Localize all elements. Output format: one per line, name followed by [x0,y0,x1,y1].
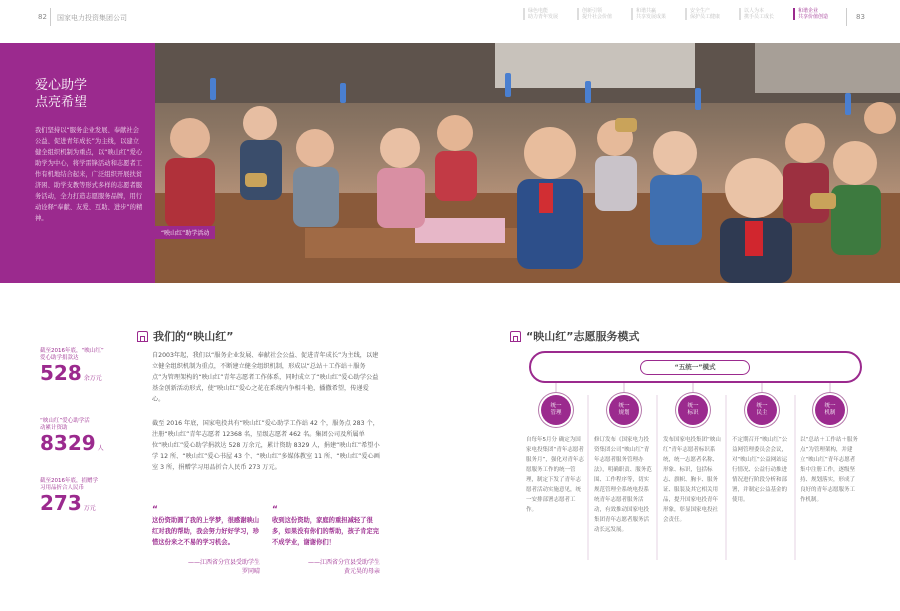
organization-name: 国家电力投资集团公司 [57,14,127,22]
stat-value-row [40,432,104,460]
chapter-tab[interactable] [739,8,787,20]
circle-line: 民主 [756,410,768,416]
model-column-text: 以“总站＋工作站＋服务点”为管理架构，并建立“映山红”青年志愿者集中注册工作，逐级坚持、规划落实，形成了良好的青年志愿服务工作机制。 [800,437,858,503]
model-circle [609,395,639,425]
header-divider [50,8,51,26]
circle-line: 规划 [618,410,630,416]
section-title-our-yingshanhong [137,328,233,344]
stat-supplies [40,478,98,520]
hero-title [35,77,143,111]
stat-unit: 余万元 [83,375,102,382]
model-column-identity [663,395,723,525]
stat-unit: 人 [97,445,104,452]
quote-source-line: ——江西省分宜县受助学生 [307,559,380,566]
student-quote [152,505,260,576]
students-photo [155,43,900,283]
circle-line: 统一 [618,403,630,409]
model-column-planning [594,395,654,535]
stat-label: 爱心助学捐款达 [40,355,79,361]
model-circle [815,395,845,425]
chapter-tab[interactable] [523,8,571,20]
quote-mark-icon: “ [272,505,278,515]
model-column-text: 修订发布《国家电力投资集团公司“映山红”青年志愿者服务管理办法》，明确职责、服务范围、工作程序等，切实规范管理全系统电投系统青年志愿者服务活动，有效推动国家电投集团青年志愿者服务活动长远发展。 [594,437,652,533]
parent-quote [272,505,380,576]
house-icon [137,331,148,342]
right-page-number: 83 [856,13,865,21]
section-title-service-model [510,328,639,344]
left-page-number: 82 [38,13,47,21]
circle-line: 统一 [756,403,768,409]
quote-source [272,558,380,576]
hero-title-line1: 爱心助学 [35,78,88,93]
stat-aided-people [40,418,104,460]
model-column-management [526,395,586,515]
circle-line: 统一 [550,403,562,409]
model-column-democracy [732,395,792,505]
stat-label: 截至2016年底，捐赠学 [40,478,98,484]
chapter-tab-line1: 和谐共赢 [636,8,657,14]
chapter-tab-line2: 共享发展成果 [636,14,667,20]
chapter-tab-line2: 保护员工健康 [690,14,721,20]
circle-line: 统一 [687,403,699,409]
chapter-tab[interactable] [631,8,679,20]
stat-value-row [40,492,98,520]
circle-line: 管理 [550,410,562,416]
quote-source-line: 罗同晴 [241,568,260,575]
chapter-tab-line2: 提升社会价值 [582,14,613,20]
stat-value-row [40,362,104,390]
chapter-tab[interactable] [577,8,625,20]
stat-donation [40,348,104,390]
model-column-mechanism [800,395,860,505]
stat-label: “映山红”爱心助学活 [40,418,90,424]
circle-line: 统一 [824,403,836,409]
body-paragraph: 截至 2016 年底，国家电投共有“映山红”爱心助学工作站 42 个，服务点 283 个，注册“映山红”青年志愿者 12368 名，星级志愿者 462 名。集团公司及所属单位“映山红”爱心助学捐款达 528 万余元，累计资助 8329 人，捐建“映山红”希望小学 12 所、“映山红”爱心书屋 43 个、“映山红”多媒体教室 11 所、“映山红”爱心画室 3 所，捐赠学习用品折合人民币 273 万元。 [152,420,380,471]
body-paragraph: 自2003年起，我们以“服务企业发展、奉献社会公益、促进青年成长”为主线，以建立健全组织机制为重点，不断建立健全组织机制，形成以“总站＋工作站＋服务点”为管理架构的“映山红”青年志愿者工作体系，同时成立了“映山红”爱心助学公益基金创新活动形式，使“映山红”爱心之花在系统内争相斗艳，播撒希望，传递爱心。 [152,352,379,403]
circle-line: 机制 [824,410,836,416]
stat-value: 528 [40,361,82,385]
hero-title-line2: 点亮希望 [35,95,88,110]
stat-unit: 万元 [83,505,96,512]
stat-value: 8329 [40,431,96,455]
model-circle [678,395,708,425]
chapter-tab[interactable] [685,8,733,20]
hero-description: 我们坚持以“服务企业发展、奉献社会公益、促进青年成长”为主线，以建立健全组织机制为重点，以“映山红”爱心助学为中心，将学雷锋活动和志愿者工作有机地结合起来，广泛组织开展扶贫济困、助学支教等形式多样的志愿者服务活动，全力打造志愿服务品牌，用行动诠释“奉献、友爱、互助、进步”的精神。 [35,127,143,222]
chapter-tab-active[interactable] [793,8,841,20]
model-name: “五统一”模式 [640,360,750,375]
hero-banner [0,43,900,283]
quote-text: 这份资助圆了我的上学梦，很感谢映山红对我的帮助，我会努力好好学习，珍惜这份来之不易的学习机会。 [152,517,260,546]
circle-line: 标识 [687,410,699,416]
quote-mark-icon: “ [152,505,158,515]
photo-caption: “映山红”助学活动 [155,226,215,239]
model-column-text: 自每年5月分 确定为国家电投集团“青年志愿者服务月”，强化对青年志愿服务工作的统一管理，制定下发了青年志愿者活动实施意见，统一安排部署志愿者工作。 [526,437,584,513]
stat-label: 截至2016年底，“映山红” [40,348,104,354]
hero-text-panel [0,43,155,283]
header-divider [846,8,847,26]
chapter-tab-line2: 助力青年发展 [528,14,559,20]
quote-source-line: 黄元昊的母亲 [343,568,380,575]
chapter-tab-line2: 共享价值创造 [798,14,829,20]
model-circle [541,395,571,425]
quote-source [152,558,260,576]
stat-label: 动累计资助 [40,425,68,431]
chapter-tab-line2: 携手员工成长 [744,14,775,20]
chapter-tab-line1: 安全生产 [690,8,711,14]
model-column-text: 不定期召开“映山红”公益网管理委员会会议，对“映山红”公益网站运行情况、公益行动推进情况进行阶段分析和部署，并制定公益基金的使用。 [732,437,788,503]
chapter-tab-line1: 和谐企业 [798,8,819,14]
chapter-nav [523,8,841,20]
section-title-text: 我们的“映山红” [153,330,234,343]
house-icon [510,331,521,342]
section-title-text: “映山红”志愿服务模式 [526,330,640,343]
chapter-tab-line1: 创新引领 [582,8,603,14]
students-photo-illustration [155,43,900,283]
model-circle [747,395,777,425]
stat-value: 273 [40,491,82,515]
quote-source-line: ——江西省分宜县受助学生 [187,559,260,566]
model-column-text: 发布国家电投集团“映山红”青年志愿者标识系统，统一志愿者名称、形象、标识，包括标志、旗帜、胸卡、服务证、服装及其它相关用品，提升国家电投青年形象，彰显国家电投社会责任。 [663,437,721,523]
quote-text: 收到这份资助，家庭的重担减轻了很多，如果没有你们的帮助，孩子肯定完不成学业，谢谢你们！ [272,517,380,546]
stat-label: 习用品折合人民币 [40,485,85,491]
chapter-tab-line1: 以人为本 [744,8,765,14]
chapter-tab-line1: 绿色电能 [528,8,549,14]
